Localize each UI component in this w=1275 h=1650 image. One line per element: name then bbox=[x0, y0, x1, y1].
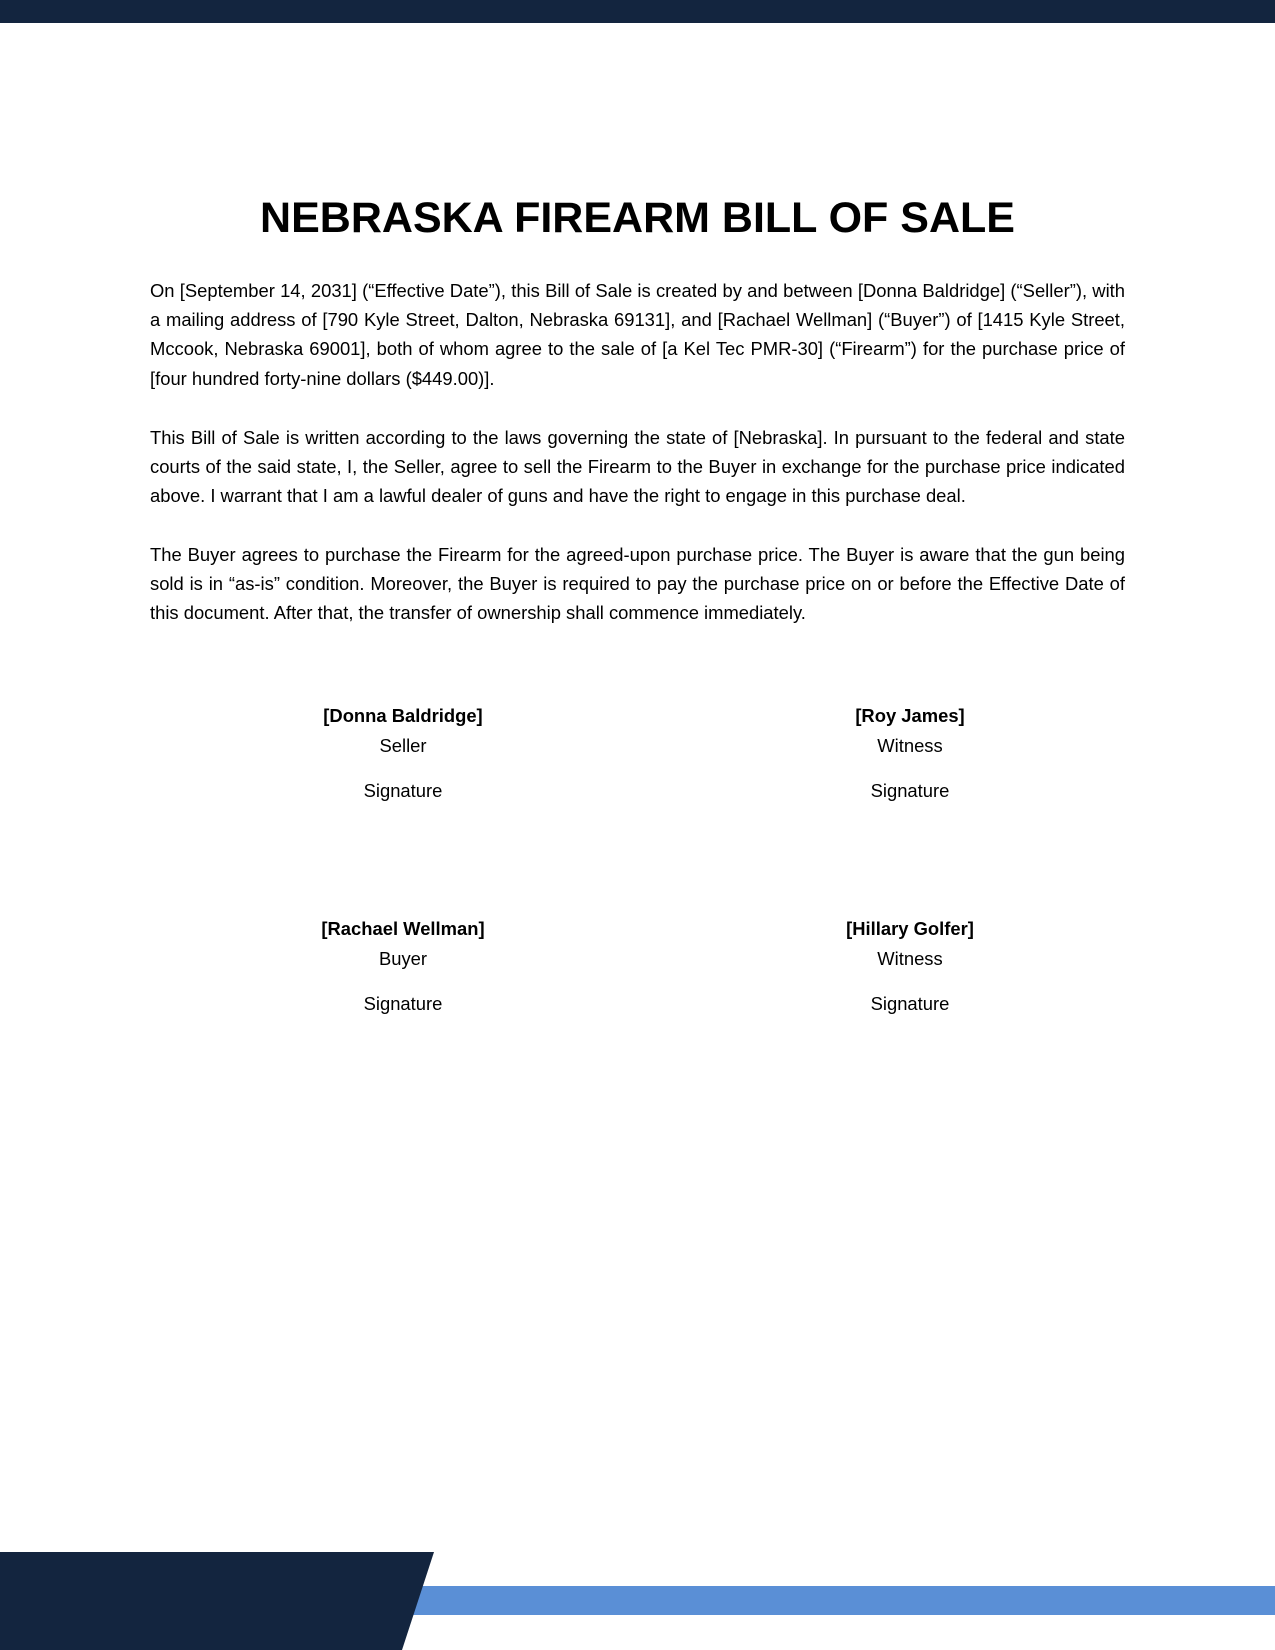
signer-role: Buyer bbox=[378, 948, 428, 969]
signer-role: Witness bbox=[877, 948, 943, 969]
document-title: NEBRASKA FIREARM BILL OF SALE bbox=[260, 194, 1015, 242]
body-paragraph-buyer-terms: The Buyer agrees to purchase the Firearm for the agreed-upon purchase price. The Buyer is aware that the gun being sold is in “as-is” condition. Moreover, the Buyer is required to pay the purchase price on or before the Effective Date of this document. After that, the transfer of ownership shall commence immediately. bbox=[150, 544, 1125, 624]
signature-block-buyer bbox=[233, 914, 573, 1019]
signature-block-witness-2 bbox=[740, 914, 1080, 1019]
body-paragraph-agreement: On [September 14, 2031] (“Effective Date”), this Bill of Sale is created by and between [Donna Baldridge] (“Seller”), with a mailing address of [790 Kyle Street, Dalton, Nebraska 69131], and [Rachael Wellman] (“Buyer”) of [1415 Kyle Street, Mccook, Nebraska 69001], both of whom agree to the sale of [a Kel Tec PMR-30] (“Firearm”) for the purchase price of [four hundred forty-nine dollars ($449.00)]. bbox=[150, 280, 1125, 389]
footer-navy-shape bbox=[0, 1552, 434, 1650]
signature-label: Signature bbox=[363, 993, 443, 1014]
signer-name: [Donna Baldridge] bbox=[323, 705, 483, 726]
header-bar bbox=[0, 0, 1275, 23]
signature-label: Signature bbox=[870, 993, 950, 1014]
signature-block-seller bbox=[233, 701, 573, 806]
signature-label: Signature bbox=[870, 780, 950, 801]
signer-role: Witness bbox=[877, 735, 943, 756]
signature-label: Signature bbox=[363, 780, 443, 801]
signer-name: [Roy James] bbox=[855, 705, 965, 726]
footer-accent-stripe bbox=[313, 1586, 1275, 1615]
footer-decoration bbox=[0, 1552, 1275, 1650]
signer-name: [Rachael Wellman] bbox=[321, 918, 485, 939]
signer-role: Seller bbox=[379, 735, 427, 756]
signer-name: [Hillary Golfer] bbox=[846, 918, 974, 939]
body-paragraph-laws: This Bill of Sale is written according to the laws governing the state of [Nebraska]. In pursuant to the federal and state courts of the said state, I, the Seller, agree to sell the Firearm to the Buyer in exchange for the purchase price indicated above. I warrant that I am a lawful dealer of guns and have the right to engage in this purchase deal. bbox=[150, 427, 1125, 507]
signature-block-witness-1 bbox=[740, 701, 1080, 806]
